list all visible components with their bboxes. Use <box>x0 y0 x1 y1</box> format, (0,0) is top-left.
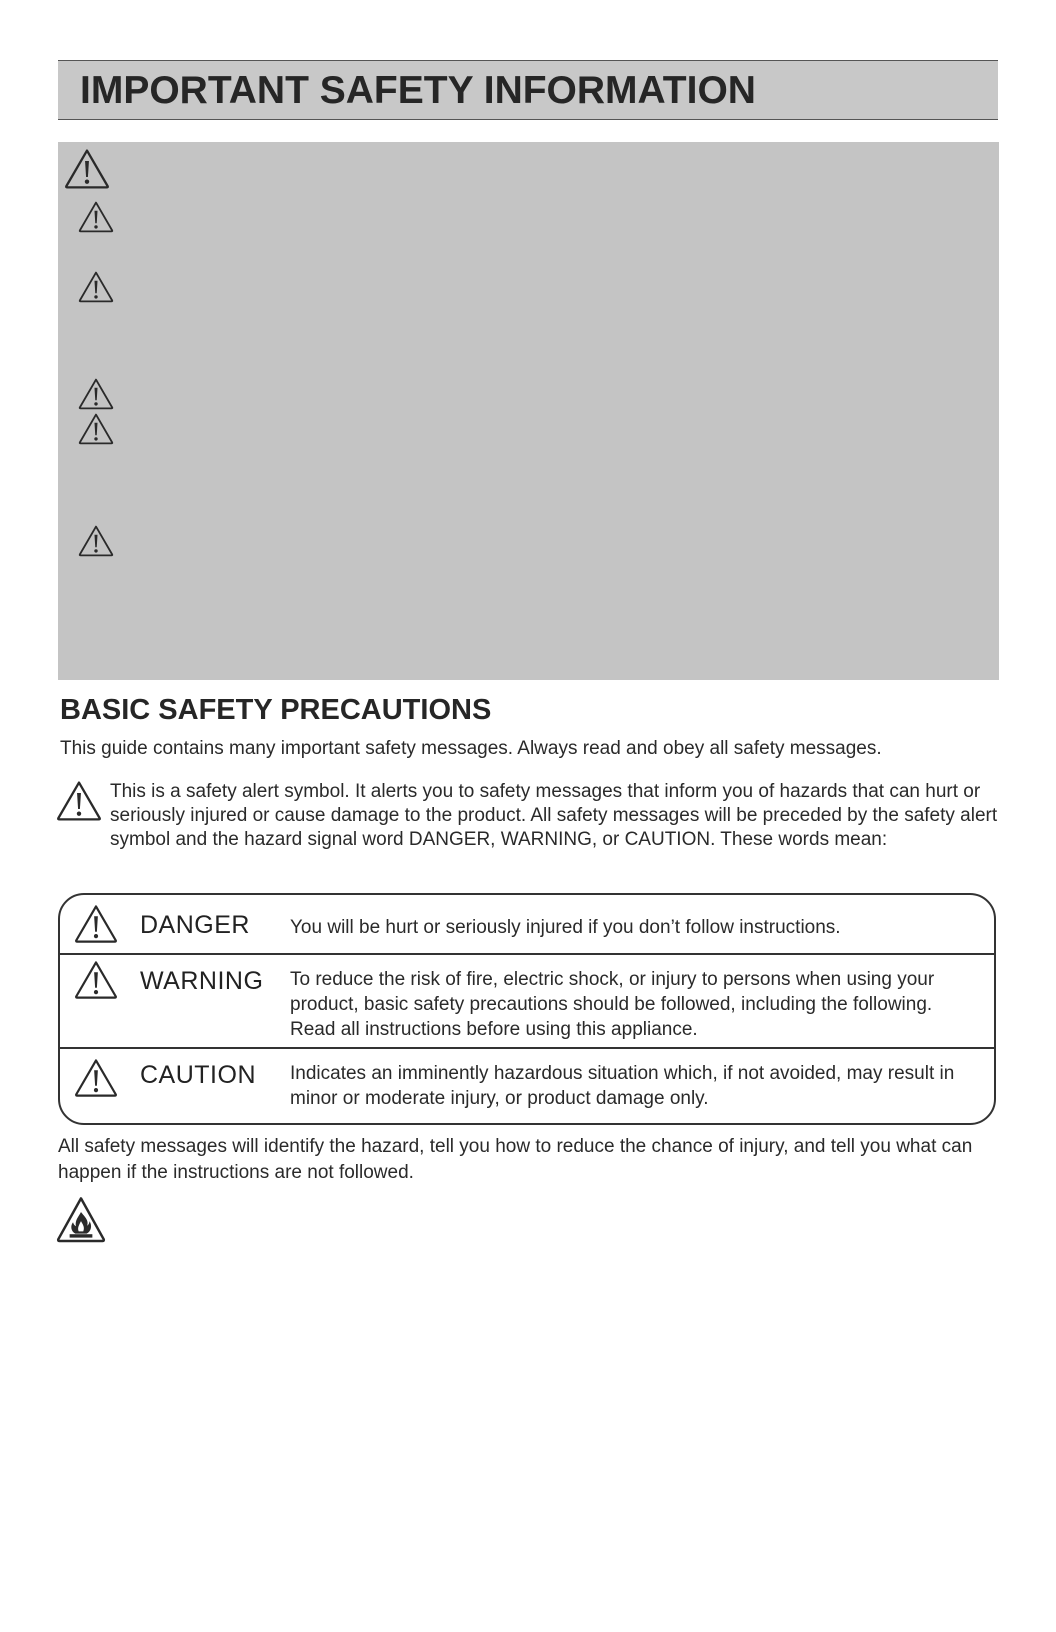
signal-row-caution <box>60 1049 994 1125</box>
warning-triangle-icon <box>78 270 114 304</box>
signal-description: To reduce the risk of fire, electric shock, or injury to persons when using your product, basic safety precautions should be followed, including the following. Read all instructions before using this appliance. <box>290 969 935 1040</box>
signal-row-danger <box>60 895 994 953</box>
intro-text: This guide contains many important safety messages. Always read and obey all safety messages. <box>60 738 882 759</box>
warning-triangle-icon <box>78 412 114 446</box>
warning-triangle-icon <box>74 1057 118 1099</box>
signal-description: You will be hurt or seriously injured if you don’t follow instructions. <box>290 917 841 938</box>
alert-symbol-text: This is a safety alert symbol. It alerts you to safety messages that inform you of hazards that can hurt or seriously injured or cause damage to the product. All safety messages will be preceded by the safety alert symbol and the hazard signal word DANGER, WARNING, or CAUTION. These words mean: <box>110 781 998 850</box>
signal-row-warning <box>60 955 994 1047</box>
title-bar <box>58 60 998 120</box>
notice-panel <box>58 142 999 680</box>
warning-triangle-icon <box>78 524 114 558</box>
signal-description: Indicates an imminently hazardous situation which, if not avoided, may result in minor or moderate injury, or product damage only. <box>290 1063 955 1109</box>
footer-text: All safety messages will identify the hazard, tell you how to reduce the chance of injury, and tell you what can happen if the instructions are not followed. <box>58 1136 973 1183</box>
warning-triangle-icon <box>74 959 118 1001</box>
warning-triangle-icon <box>64 148 110 190</box>
signal-word: CAUTION <box>140 1061 256 1089</box>
warning-triangle-icon <box>78 200 114 234</box>
fire-hazard-icon <box>56 1196 106 1244</box>
signal-word-table <box>58 893 996 1125</box>
signal-word: DANGER <box>140 911 250 939</box>
page-title: IMPORTANT SAFETY INFORMATION <box>80 69 756 112</box>
section-heading: BASIC SAFETY PRECAUTIONS <box>60 694 492 726</box>
warning-triangle-icon <box>56 779 102 823</box>
signal-word: WARNING <box>140 967 264 995</box>
warning-triangle-icon <box>78 377 114 411</box>
warning-triangle-icon <box>74 903 118 945</box>
